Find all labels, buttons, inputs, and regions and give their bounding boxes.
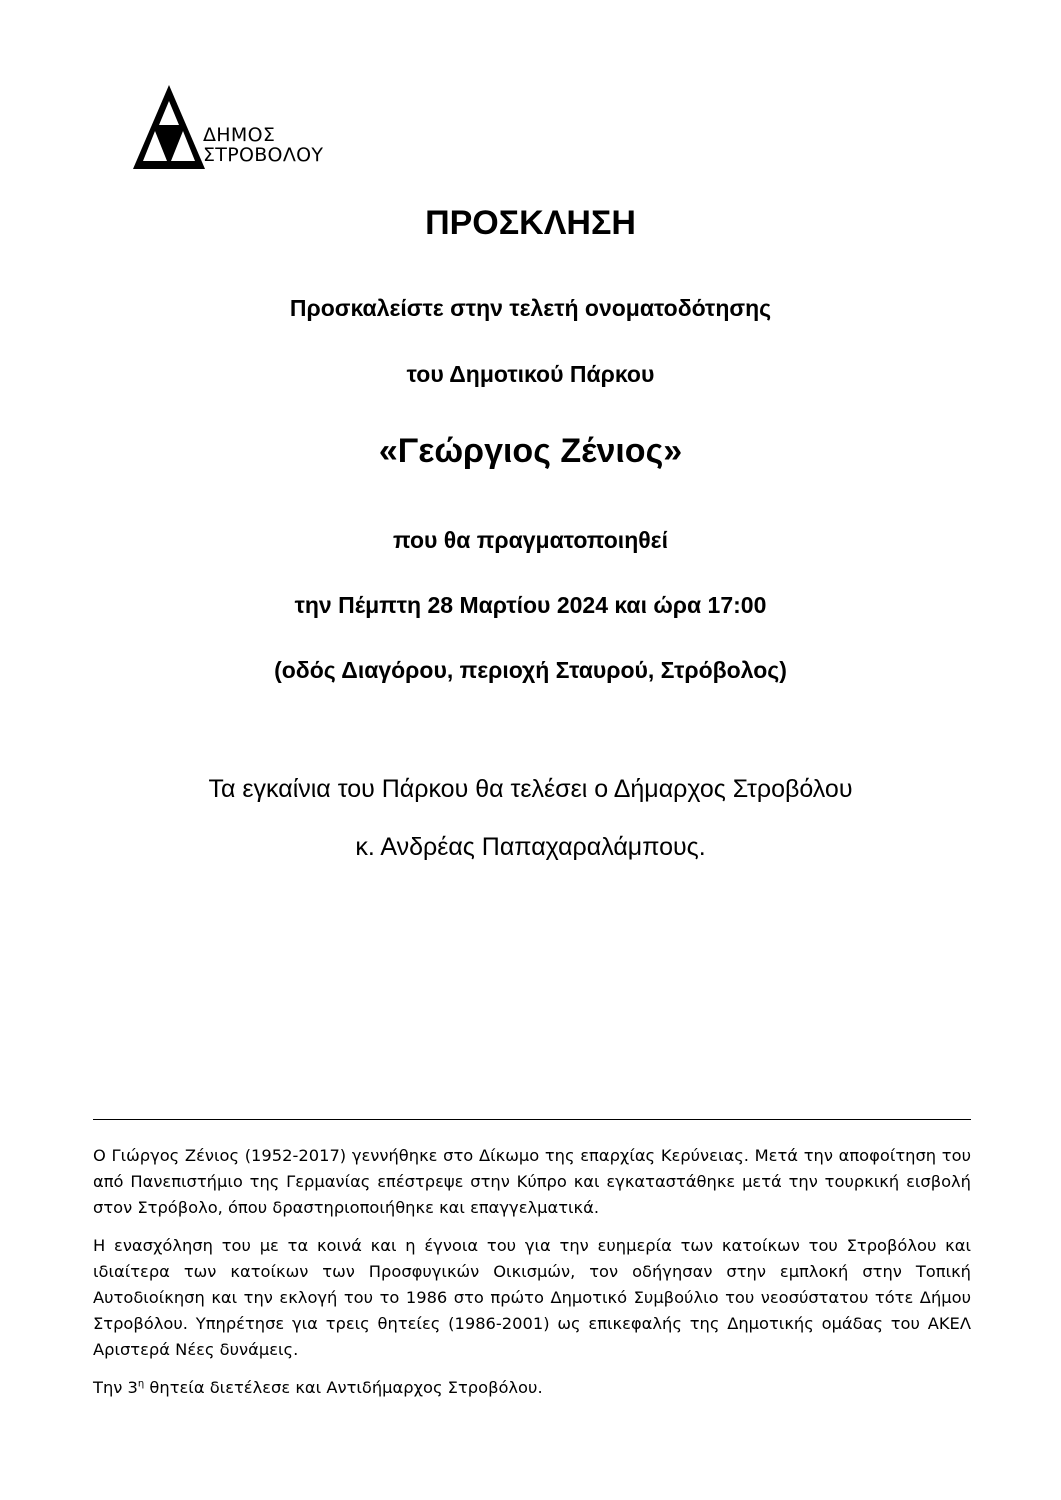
event-location: (οδός Διαγόρου, περιοχή Σταυρού, Στρόβολος) xyxy=(274,657,787,683)
invitation-line1: Προσκαλείστε στην τελετή ονοματοδότησης xyxy=(289,295,772,321)
bio-p3-superscript: η xyxy=(137,1378,145,1390)
logo-text xyxy=(203,125,323,165)
invitation-line2: του Δημοτικού Πάρκου xyxy=(406,361,655,387)
invitation-line4: που θα πραγματοποιηθεί xyxy=(393,527,668,553)
footer-divider xyxy=(93,1119,971,1120)
bio-p3-pre: Την 3 xyxy=(93,1378,138,1397)
opening-line2: κ. Ανδρέας Παπαχαραλάμπους. xyxy=(355,833,706,861)
bio-paragraph-1: Ο Γιώργος Ζένιος (1952-2017) γεννήθηκε στο Δίκωμο της επαρχίας Κερύνειας. Μετά την αποφοίτηση του από Πανεπιστήμιο της Γερμανίας επέστρεψε στην Κύπρο και εγκαταστάθηκε μετά την τουρκική εισβολή στον Στρόβολο, όπου δραστηριοποιήθηκε και επαγγελματικά. xyxy=(93,1146,971,1217)
invitation-title: ΠΡΟΣΚΛΗΣΗ xyxy=(425,204,636,242)
logo-triangles-icon xyxy=(133,85,205,171)
logo-line1: ΔΗΜΟΣ xyxy=(203,124,276,146)
opening-line1: Τα εγκαίνια του Πάρκου θα τελέσει ο Δήμαρχος Στροβόλου xyxy=(208,775,853,803)
park-name: «Γεώργιος Ζένιος» xyxy=(378,432,683,470)
event-datetime: την Πέμπτη 28 Μαρτίου 2024 και ώρα 17:00 xyxy=(294,592,767,618)
bio-paragraph-2: Η ενασχόληση του με τα κοινά και η έγνοια του για την ευημερία των κατοίκων του Στροβόλου και ιδιαίτερα των κατοίκων των Προσφυγικών Οικισμών, τον οδήγησαν στην εμπλοκή στην Τοπική Αυτοδιοίκηση και την εκλογή του το 1986 στο πρώτο Δημοτικό Συμβούλιο του νεοσύστατου τότε Δήμου Στροβόλου. Υπηρέτησε για τρεις θητείες (1986-2001) ως επικεφαλής της Δημοτικής ομάδας του ΑΚΕΛ Αριστερά Νέες δυνάμεις. xyxy=(93,1236,971,1359)
logo-line2: ΣΤΡΟΒΟΛΟΥ xyxy=(203,144,324,166)
municipality-logo xyxy=(133,85,373,171)
bio-p3-post: θητεία διετέλεσε και Αντιδήμαρχος Στροβόλου. xyxy=(144,1378,543,1397)
bio-paragraph-3 xyxy=(93,1375,971,1401)
biography xyxy=(93,1143,971,1413)
